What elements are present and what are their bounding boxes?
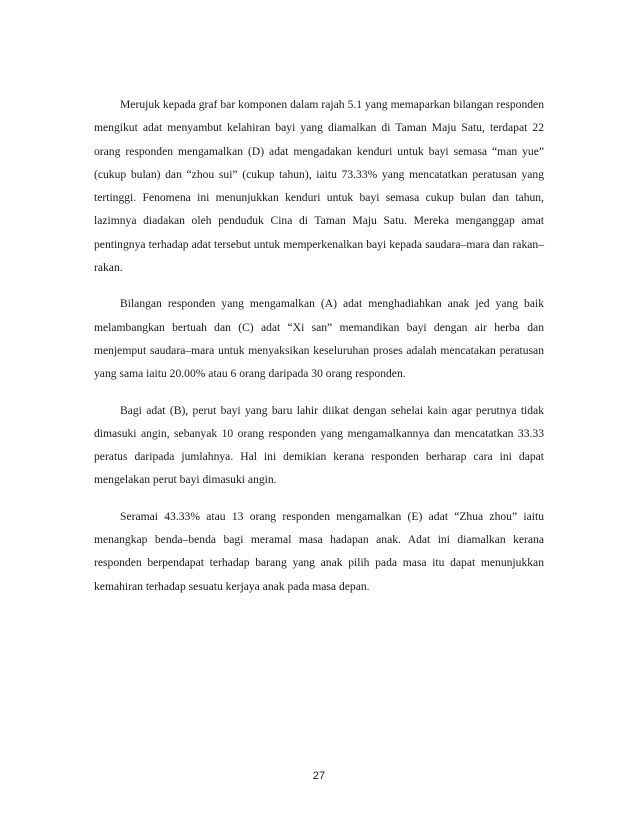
body-text: [94, 93, 544, 598]
paragraph-3: Bagi adat (B), perut bayi yang baru lahir diikat dengan sehelai kain agar perutnya tidak dimasuki angin, sebanyak 10 orang responden yang mengamalkannya dan mencatatkan 33.33 peratus daripada jumlahnya. Hal ini demikian kerana responden berharap cara ini dapat mengelakan perut bayi dimasuki angin.: [94, 403, 544, 487]
paragraph-1: Merujuk kepada graf bar komponen dalam rajah 5.1 yang memaparkan bilangan responden mengikut adat menyambut kelahiran bayi yang diamalkan di Taman Maju Satu, terdapat 22 orang responden mengamalkan (D) adat mengadakan kenduri untuk bayi semasa “man yue” (cukup bulan) dan “zhou sui” (cukup tahun), iaitu 73.33% yang mencatatkan peratusan yang tertinggi. Fenomena ini menunjukkan kenduri untuk bayi semasa cukup bulan dan tahun, lazimnya diadakan oleh penduduk Cina di Taman Maju Satu. Mereka menganggap amat pentingnya terhadap adat tersebut untuk memperkenalkan bayi kepada saudara–mara dan rakan–rakan.: [94, 98, 544, 275]
page-number: 27: [312, 770, 326, 782]
paragraph-4: Seramai 43.33% atau 13 orang responden mengamalkan (E) adat “Zhua zhou” iaitu menangkap benda–benda bagi meramal masa hadapan anak. Adat ini diamalkan kerana responden berpendapat terhadap barang yang anak pilih pada masa itu dapat menunjukkan kemahiran terhadap sesuatu kerjaya anak pada masa depan.: [94, 509, 544, 593]
paragraph-2: Bilangan responden yang mengamalkan (A) adat menghadiahkan anak jed yang baik melambangkan bertuah dan (C) adat “Xi san” memandikan bayi dengan air herba dan menjemput saudara–mara untuk menyaksikan keseluruhan proses adalah mencatakan peratusan yang sama iaitu 20.00% atau 6 orang daripada 30 orang responden.: [94, 297, 544, 381]
